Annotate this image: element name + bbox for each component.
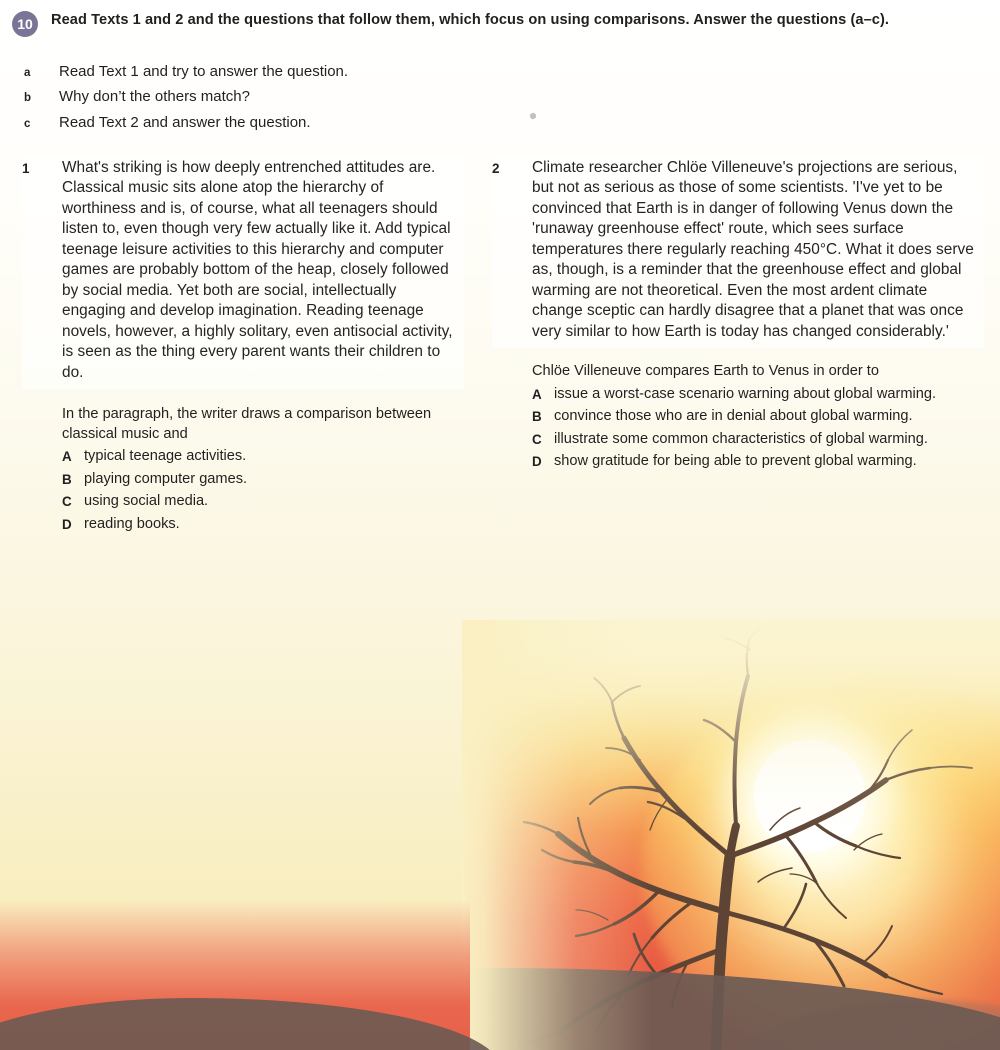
option-label: typical teenage activities.	[84, 448, 247, 465]
list-item	[24, 88, 724, 107]
option-key: A	[62, 449, 72, 465]
option-label: illustrate some common characteristics of global warming.	[554, 430, 928, 447]
option-label: convince those who are in denial about global warming.	[554, 408, 913, 425]
option-key: C	[62, 494, 72, 510]
exercise-number-badge: 10	[12, 11, 38, 37]
option-a[interactable]	[62, 447, 464, 467]
option-d[interactable]	[532, 452, 984, 472]
option-label: show gratitude for being able to prevent global warming.	[554, 453, 917, 470]
question-2-block	[492, 362, 984, 472]
exercise-steps-list	[24, 63, 724, 139]
option-label: issue a worst-case scenario warning about global warming.	[554, 385, 937, 402]
option-a[interactable]	[532, 385, 984, 405]
exercise-rubric: Read Texts 1 and 2 and the questions that follow them, which focus on using comparisons. Answer the questions (a–c).	[51, 12, 890, 28]
option-key: B	[532, 409, 542, 425]
step-text: Read Text 1 and try to answer the question.	[59, 63, 349, 80]
option-key: C	[532, 431, 542, 447]
step-key: a	[24, 67, 31, 79]
text-1-column	[22, 156, 464, 534]
option-label: playing computer games.	[84, 470, 248, 487]
option-key: B	[62, 471, 72, 487]
option-b[interactable]	[62, 470, 464, 490]
step-text: Why don’t the others match?	[59, 88, 250, 106]
option-key: A	[532, 386, 542, 402]
step-key: c	[24, 117, 31, 130]
passage-number: 2	[492, 161, 500, 176]
question-stem: In the paragraph, the writer draws a comparison between classical music and	[62, 406, 432, 442]
reading-passage-1	[22, 156, 464, 389]
passage-body: Climate researcher Chlöe Villeneuve's projections are serious, but not as serious as those of some scientists. 'I've yet to be convinced that Earth is in danger of following Venus down the 'runaway greenhouse effect' route, which sees surface temperatures there regularly reaching 450°C. What it does serve as, though, is a reminder that the greenhouse effect and global warming are not theoretical. Even the most ardent climate change sceptic can hardly disagree that a planet that was once very similar to how Earth is today has changed considerably.'	[532, 159, 974, 340]
step-key: b	[24, 92, 32, 105]
option-c[interactable]	[62, 492, 464, 512]
reading-passage-2	[492, 156, 984, 348]
option-b[interactable]	[532, 407, 984, 427]
option-label: using social media.	[84, 493, 209, 510]
passage-body: What's striking is how deeply entrenched attitudes are. Classical music sits alone atop the hierarchy of worthiness and is, of course, what all teenagers should listen to, even though very few actually like it. Add typical teenage leisure activities to this hierarchy and computer games are probably bottom of the heap, closely followed by social media. Yet both are social, intellectually engaging and develop imagination. Reading teenage novels, however, a highly solitary, even antisocial activity, is seen as the thing every parent wants their children to do.	[62, 159, 453, 381]
step-text: Read Text 2 and answer the question.	[59, 113, 311, 131]
list-item	[24, 114, 724, 133]
question-1-block	[22, 405, 464, 534]
passage-number: 1	[22, 161, 30, 176]
option-key: D	[62, 516, 72, 532]
option-c[interactable]	[532, 430, 984, 450]
option-label: reading books.	[84, 515, 180, 532]
list-item	[24, 63, 724, 82]
text-2-column	[492, 156, 984, 472]
question-stem: Chlöe Villeneuve compares Earth to Venus in order to	[532, 363, 879, 380]
option-d[interactable]	[62, 515, 464, 535]
option-key: D	[532, 454, 542, 470]
exercise-header	[12, 10, 972, 37]
